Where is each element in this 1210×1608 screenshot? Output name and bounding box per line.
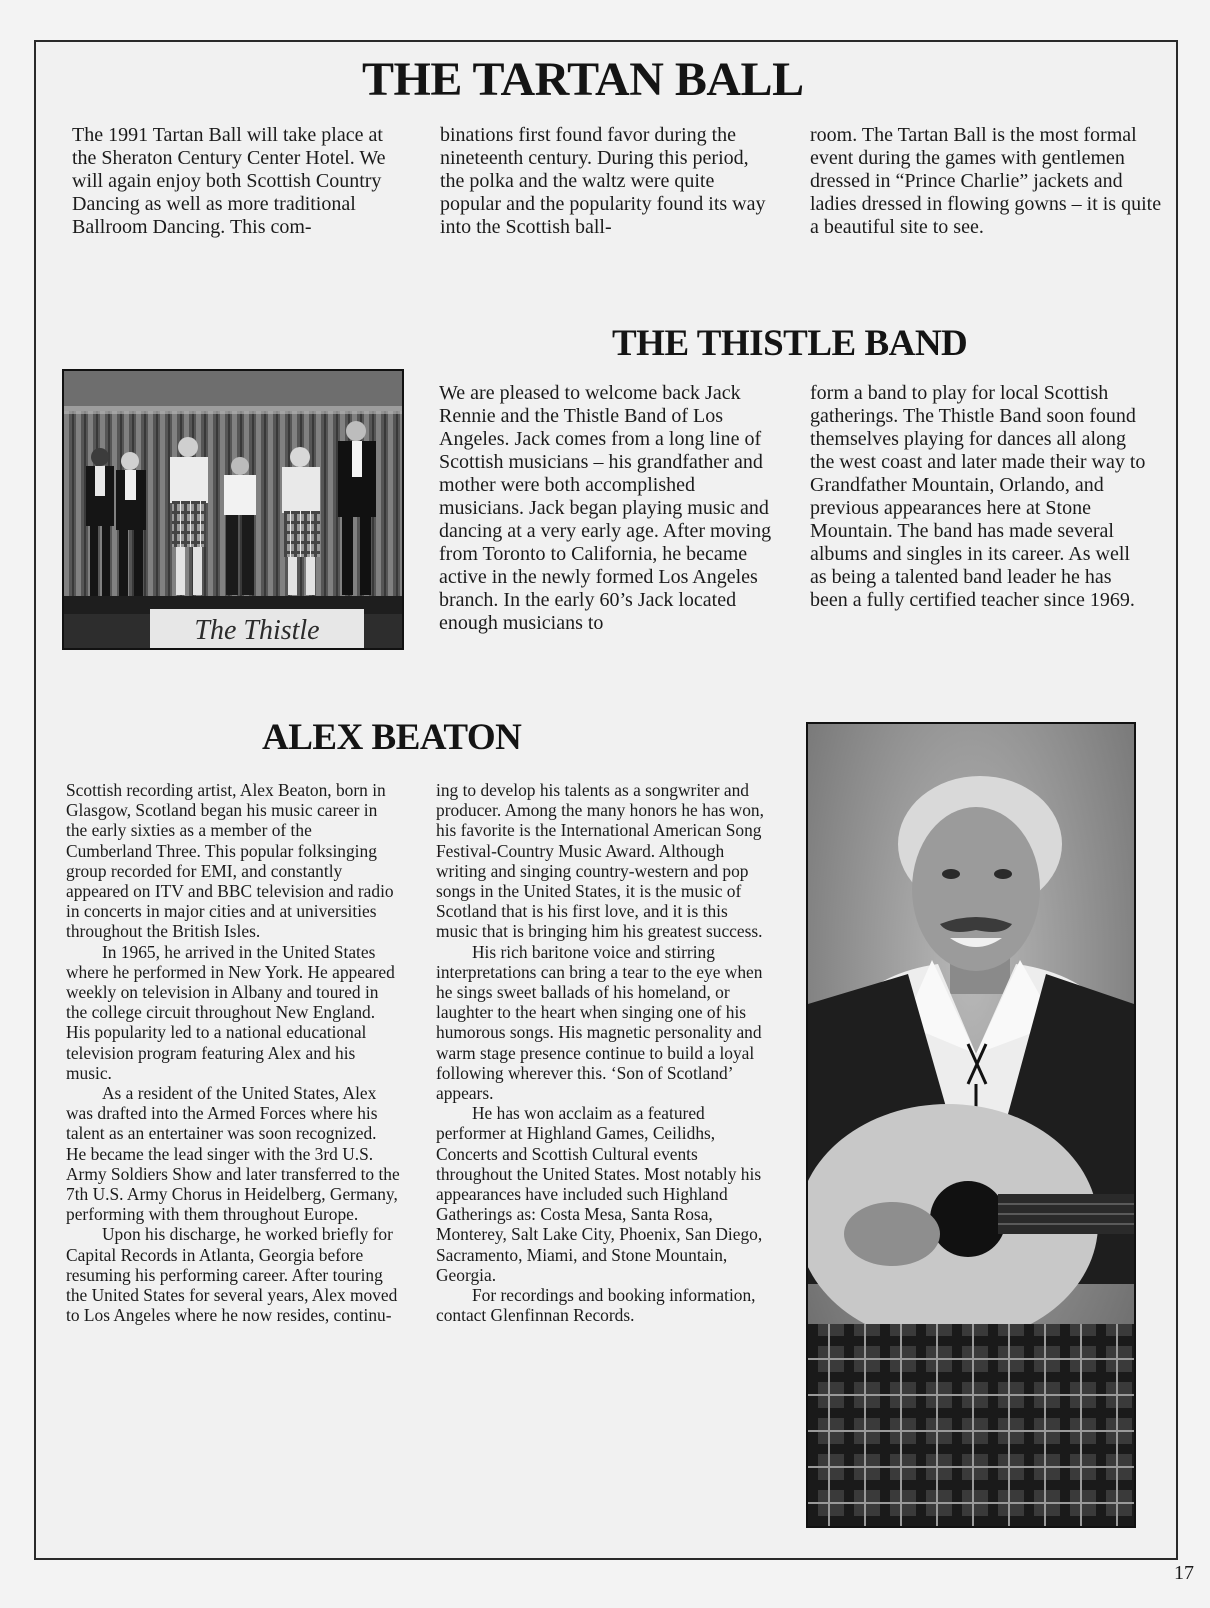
alex-beaton-column-1 xyxy=(66,780,400,1325)
beaton-col1-para-3: As a resident of the United States, Alex was drafted into the Armed Forces where his talent as an entertainer was soon recognized. He became the lead singer with the 3rd U.S. Army Soldiers Show and later transferred to the 7th U.S. Army Chorus in Heidelberg, Germany, performing with them throughout Europe. xyxy=(66,1083,400,1225)
tartan-ball-column-1: The 1991 Tartan Ball will take place at the Sheraton Century Center Hotel. We will again enjoy both Scottish Country Dancing as well as more traditional Ballroom Dancing. This com- xyxy=(72,124,386,238)
alex-beaton-column-2 xyxy=(436,780,770,1325)
tartan-ball-column-3: room. The Tartan Ball is the most formal event during the games with gentlemen dressed in “Prince Charlie” jackets and ladies dressed in flowing gowns – it is quite a beautiful site to see. xyxy=(810,124,1162,238)
thistle-band-column-1: We are pleased to welcome back Jack Rennie and the Thistle Band of Los Angeles. Jack comes from a long line of Scottish musicians – his grandfather and mother were both accomplished musicians. Jack began playing music and dancing at a very early age. After moving from Toronto to California, he became active in the newly formed Los Angeles branch. In the early 60’s Jack located enough musicians to xyxy=(439,382,772,634)
alex-beaton-title: ALEX BEATON xyxy=(262,717,522,758)
beaton-col1-para-4: Upon his discharge, he worked briefly for Capital Records in Atlanta, Georgia before resuming his performing career. After touring the United States for several years, Alex moved to Los Angeles where he now resides, continu- xyxy=(66,1224,398,1326)
thistle-band-title: THE THISTLE BAND xyxy=(612,323,968,364)
thistle-band-column-2: form a band to play for local Scottish gatherings. The Thistle Band soon found themselves playing for dances all along the west coast and later made their way to Grandfather Mountain, Orlando, and previous appearances here at Stone Mountain. The band has made several albums and singles in its career. As well as being a talented band leader he has been a fully certified teacher since 1969. xyxy=(810,382,1146,611)
thistle-banner-text: The Thistle xyxy=(194,615,320,646)
beaton-col2-para-2: His rich baritone voice and stirring interpretations can bring a tear to the eye when he sings sweet ballads of his homeland, or laughter to the heart when singing one of his humorous songs. His magnetic personality and warm stage presence continue to build a loyal following wherever this. ‘Son of Scotland’ appears. xyxy=(436,941,763,1104)
page-number: 17 xyxy=(1174,1562,1194,1584)
beaton-col1-para-1: Scottish recording artist, Alex Beaton, born in Glasgow, Scotland began his music career in the early sixties as a member of the Cumberland Three. This popular folksinging group recorded for EMI, and constantly appeared on ITV and BBC television and radio in concerts in major cities and at universities throughout the British Isles. xyxy=(66,780,394,942)
tartan-ball-title: THE TARTAN BALL xyxy=(362,53,804,106)
tartan-ball-column-2: binations first found favor during the nineteenth century. During this period, the polka and the waltz were quite popular and the popularity found its way into the Scottish ball- xyxy=(440,124,766,238)
alex-beaton-photo xyxy=(806,722,1136,1528)
thistle-band-photo xyxy=(62,369,404,650)
beaton-col1-para-2: In 1965, he arrived in the United States where he performed in New York. He appeared weekly on television in Albany and toured in the college circuit throughout New England. His popularity led to a national educational television program featuring Alex and his music. xyxy=(66,941,395,1083)
beaton-col2-para-4: For recordings and booking information, contact Glenfinnan Records. xyxy=(436,1285,756,1326)
beaton-col2-para-1: ing to develop his talents as a songwriter and producer. Among the many honors he has won, his favorite is the International American Song Festival-Country Music Award. Although writing and singing country-western and pop songs in the United States, it is the music of Scotland that is his first love, and it is this music that is bringing him his greatest success. xyxy=(436,780,764,942)
beaton-col2-para-3: He has won acclaim as a featured performer at Highland Games, Ceilidhs, Concerts and Scottish Cultural events throughout the United States. Most notably his appearances have included such Highland Gatherings as: Costa Mesa, Santa Rosa, Monterey, Salt Lake City, Phoenix, San Diego, Sacramento, Miami, and Stone Mountain, Georgia. xyxy=(436,1103,763,1285)
